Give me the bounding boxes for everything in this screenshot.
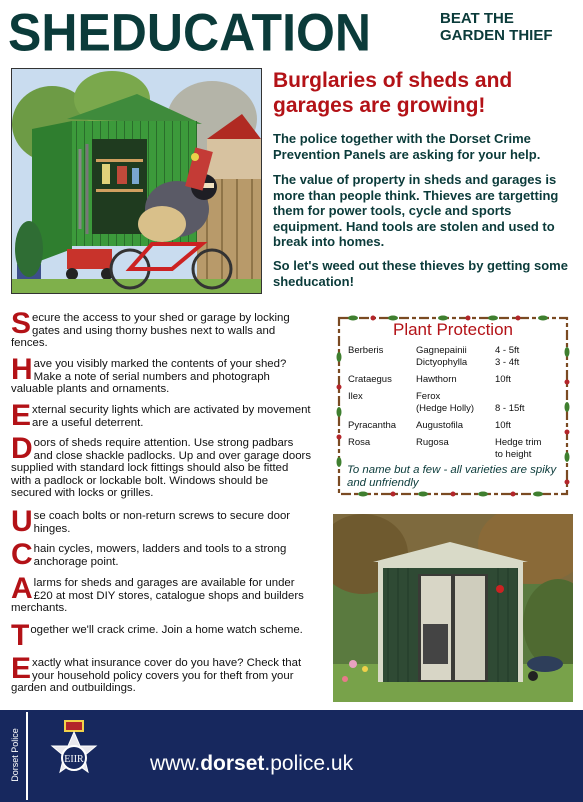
tip-dropcap: C: [11, 538, 33, 571]
website-suffix: .police.uk: [264, 752, 354, 775]
tip-dropcap: E: [11, 652, 32, 685]
plant-variety: Gagnepainii: [416, 345, 467, 356]
shed-illustration-svg: [12, 69, 261, 293]
shed-photo: [333, 514, 573, 702]
tip-have: [11, 353, 311, 396]
tip-dropcap: S: [11, 307, 32, 340]
tip-text: ogether we'll crack crime. Join a home watch scheme.: [30, 624, 303, 636]
plant-variety: Rugosa: [416, 437, 449, 448]
tip-exactly: [11, 652, 311, 695]
plant-variety: (Hedge Holly): [416, 403, 475, 414]
website-domain: dorset: [200, 752, 265, 775]
tip-text: ave you visibly marked the contents of your shed? Make a note of serial numbers and photograph valuable plants and ornaments.: [11, 358, 287, 396]
police-crest-icon: [36, 718, 112, 792]
tip-chain: [11, 538, 311, 571]
tip-dropcap: E: [11, 399, 32, 432]
shed-photo-svg: [333, 514, 573, 702]
tip-dropcap: H: [11, 353, 33, 386]
plant-variety: Dictyophylla: [416, 357, 468, 368]
tip-dropcap: A: [11, 572, 33, 605]
tip-text: larms for sheds and garages are available for under £20 at most DIY stores, catalogue shops and builders merchants.: [11, 577, 304, 615]
tip-alarms: [11, 572, 311, 615]
intro-paragraph-1: The police together with the Dorset Crime Prevention Panels are asking for your help.: [273, 131, 541, 162]
tip-text: hain cycles, mowers, ladders and tools to a strong anchorage point.: [33, 543, 287, 568]
tip-dropcap: D: [11, 432, 33, 465]
page-title: SHEDUCATION: [8, 3, 371, 62]
website-prefix: www.: [150, 752, 201, 775]
shed-illustration: [11, 68, 262, 294]
tagline-line-2: GARDEN THIEF: [440, 27, 553, 44]
tip-external: [11, 399, 311, 432]
plant-protection-title: Plant Protection: [392, 320, 513, 339]
crest-letters: EIIR: [64, 754, 84, 765]
intro-paragraph-3: So let's weed out these thieves by getting some sheducation!: [273, 258, 568, 289]
intro-paragraph-2: The value of property in sheds and garages is more than people think. Thieves are targetting them for power tools, cycle and sports equipment. Hand tools are stolen and used to break into homes.: [273, 172, 559, 249]
headline: Burglaries of sheds and garages are growing!: [273, 69, 513, 117]
tip-text: xternal security lights which are activated by movement are a useful deterrent.: [32, 404, 311, 429]
tip-text: oors of sheds require attention. Use strong padbars and close shackle padlocks. Up and over garage doors supplied with standard lock fittings should also be fitted with a padlock or lockable bolt. Windows should be secured with locks or grilles.: [11, 437, 312, 500]
plant-genus: Pyracantha: [348, 420, 397, 431]
tagline-line-1: BEAT THE: [440, 10, 514, 27]
plant-variety: Ferox: [416, 391, 441, 402]
plant-height: Hedge trim: [495, 437, 542, 448]
plant-genus: Crataegus: [348, 374, 392, 385]
police-crest-svg: [36, 718, 112, 792]
footer-side-label: Dorset Police: [10, 728, 20, 782]
plant-height: 8 - 15ft: [495, 403, 525, 414]
tip-dropcap: T: [11, 619, 30, 652]
tip-text: xactly what insurance cover do you have? Check that your household policy covers you for theft from your garden and outbuildings.: [11, 657, 302, 695]
plant-genus: Berberis: [348, 345, 384, 356]
plant-height: 4 - 5ft: [495, 345, 520, 356]
plant-height: 10ft: [495, 420, 511, 431]
plant-genus: Rosa: [348, 437, 371, 448]
tip-text: se coach bolts or non-return screws to secure door hinges.: [33, 510, 291, 535]
plant-height: to height: [495, 449, 532, 460]
plant-genus: Ilex: [348, 391, 363, 402]
footer-side-panel: [4, 712, 28, 800]
tip-together: [11, 619, 311, 652]
tip-secure: [11, 307, 311, 350]
website-link[interactable]: [150, 752, 353, 776]
tip-text: ecure the access to your shed or garage by locking gates and using thorny bushes next to walls and fences.: [11, 312, 290, 350]
plant-protection-box: [333, 312, 573, 500]
tip-doors: [11, 432, 312, 500]
tip-use: [11, 505, 311, 538]
tagline: [440, 10, 553, 44]
plant-height: 10ft: [495, 374, 511, 385]
plant-variety: Augustofila: [416, 420, 464, 431]
plant-note: To name but a few - all varieties are spiky and unfriendly: [347, 464, 557, 489]
plant-variety: Hawthorn: [416, 374, 457, 385]
plant-height: 3 - 4ft: [495, 357, 520, 368]
tip-dropcap: U: [11, 505, 33, 538]
